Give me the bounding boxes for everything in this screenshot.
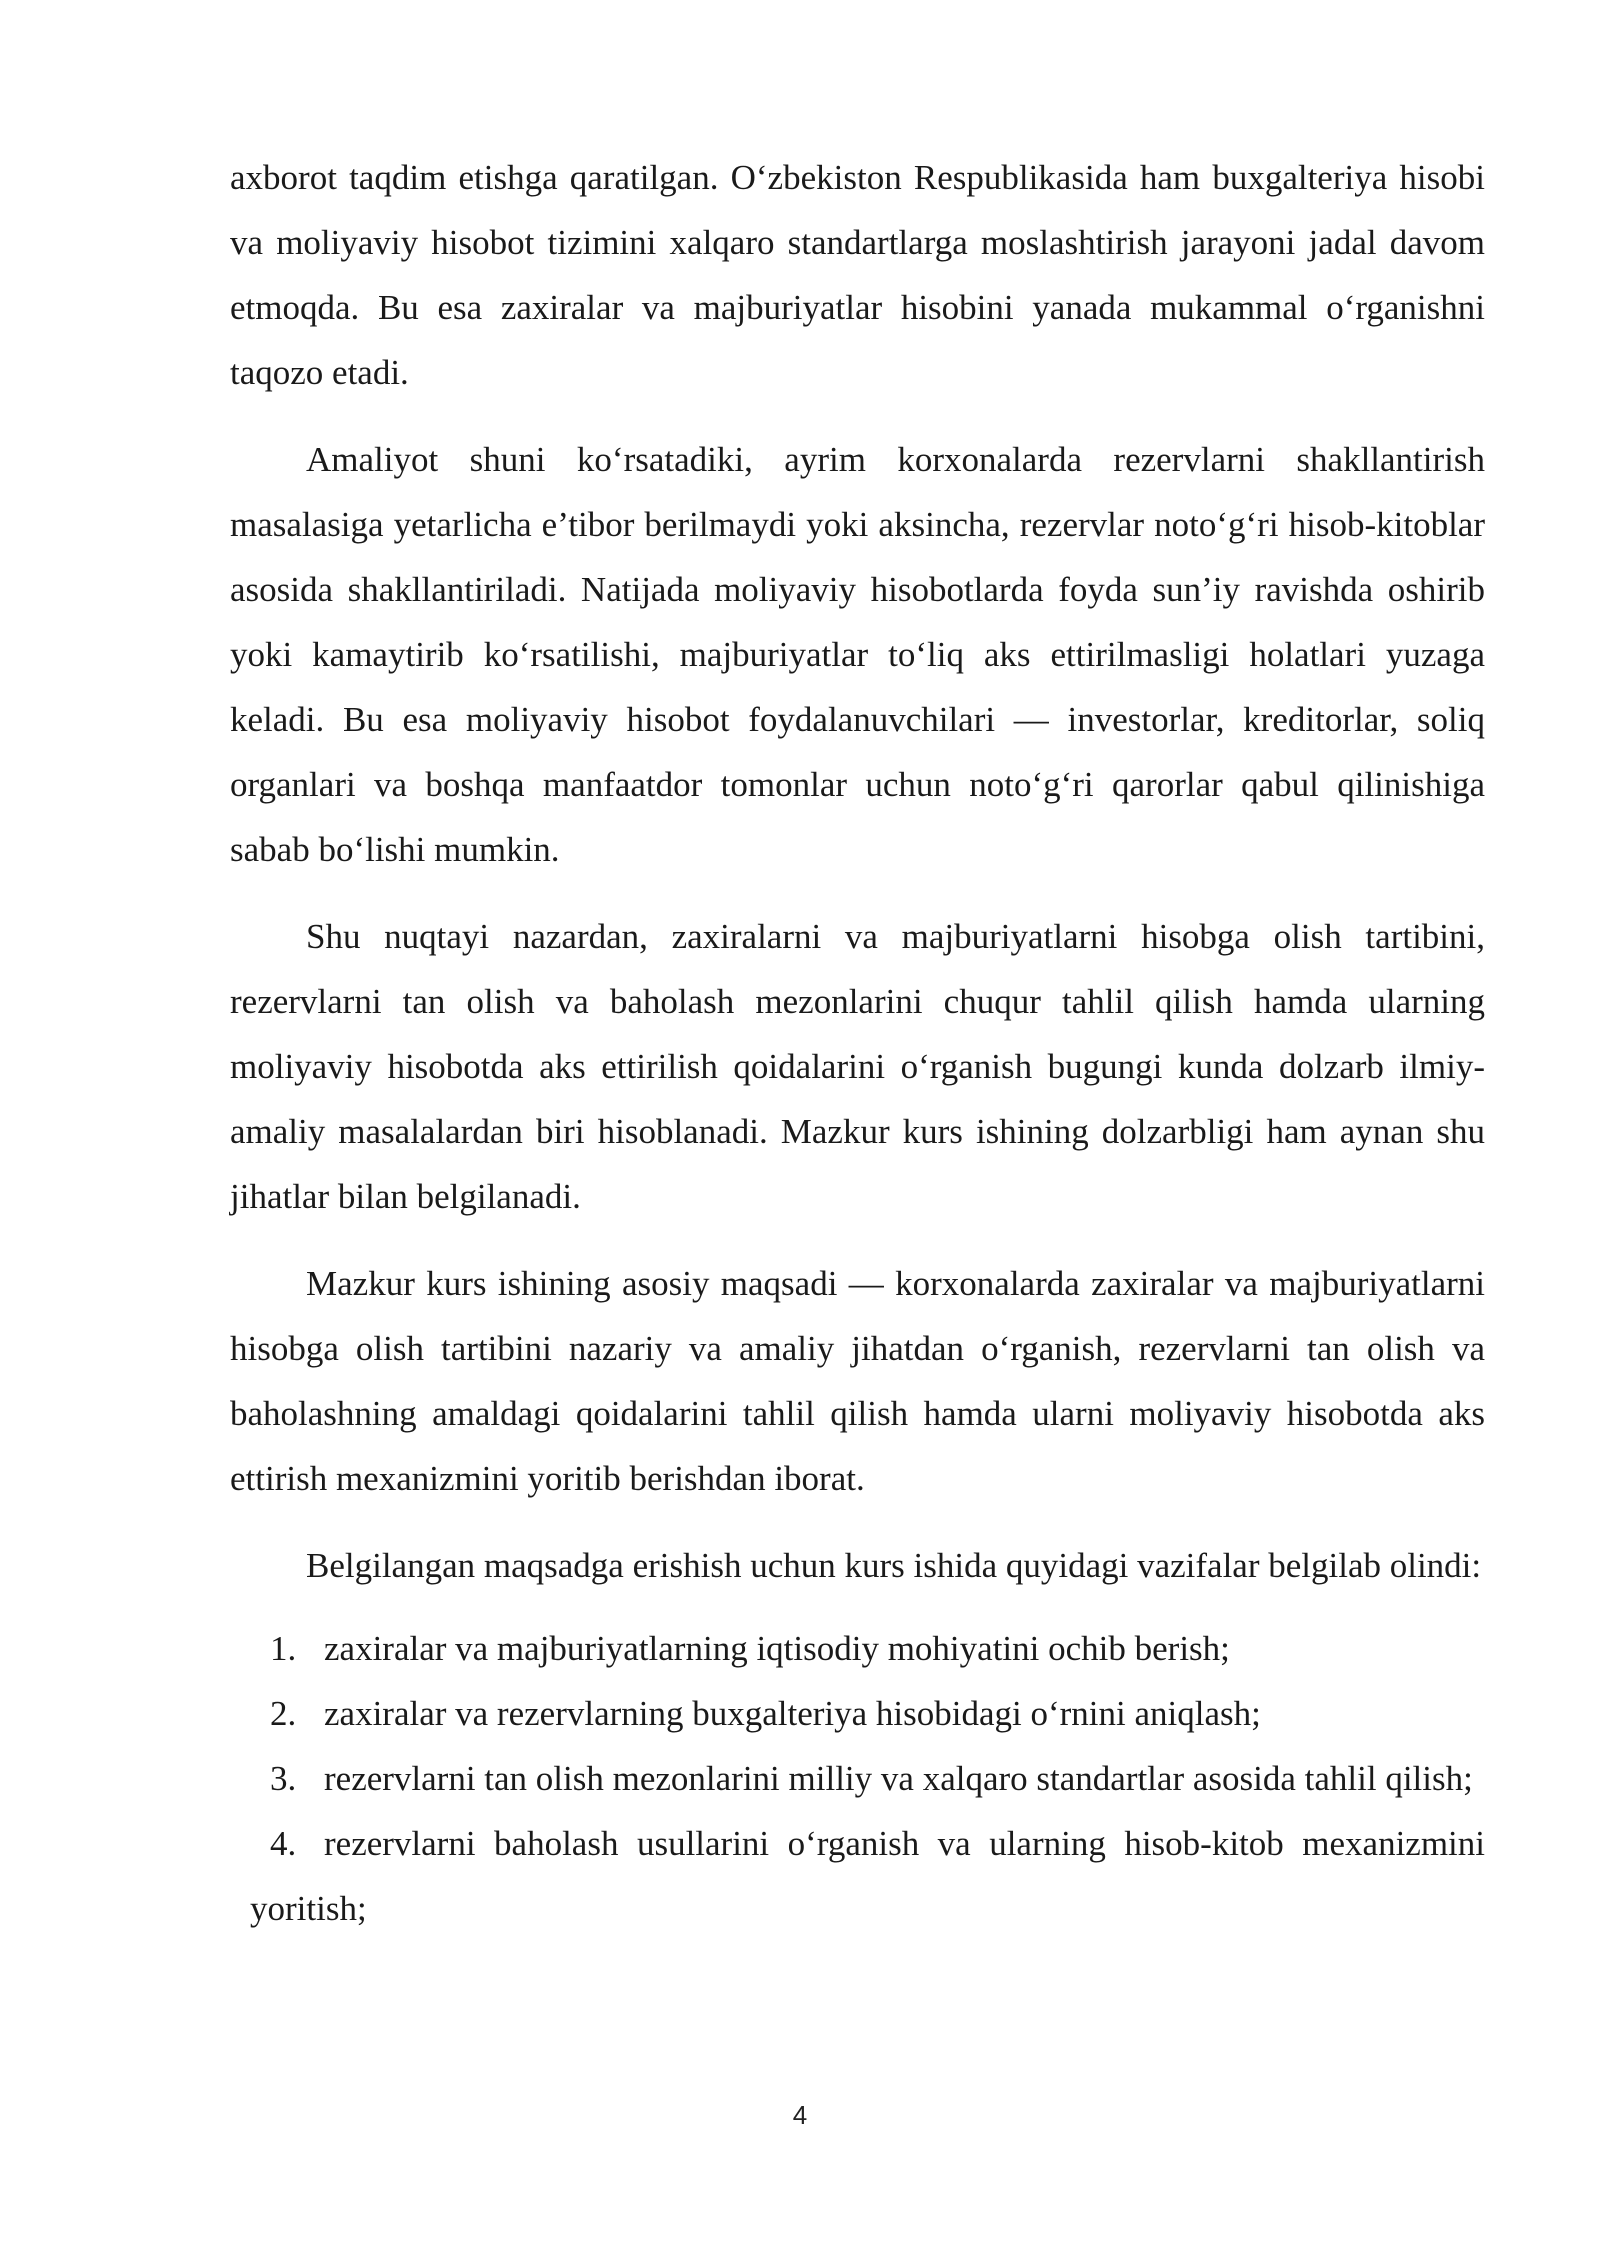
task-item-2 [230,1681,1485,1746]
paragraph-intro-continuation: axborot taqdim etishga qaratilgan. O‘zbekiston Respublikasida ham buxgalteriya hisobi va moliyaviy hisobot tizimini xalqaro standartlarga moslashtirish jarayoni jadal davom etmoqda. Bu esa zaxiralar va majburiyatlar hisobini yanada mukammal o‘rganishni taqozo etadi. [230,158,1485,392]
task-item-4 [230,1811,1485,1941]
paragraph-goal: Mazkur kurs ishining asosiy maqsadi — korxonalarda zaxiralar va majburiyatlarni hisobga olish tartibini nazariy va amaliy jihatdan o‘rganish, rezervlarni tan olish va baholashning amaldagi qoidalarini tahlil qilish hamda ularni moliyaviy hisobotda aks ettirish mexanizmini yoritib berishdan iborat. [230,1264,1485,1498]
paragraph-relevance: Shu nuqtayi nazardan, zaxiralarni va majburiyatlarni hisobga olish tartibini, rezervlarni tan olish va baholash mezonlarini chuqur tahlil qilish hamda ularning moliyaviy hisobotda aks ettirilish qoidalarini o‘rganish bugungi kunda dolzarb ilmiy-amaliy masalalardan biri hisoblanadi. Mazkur kurs ishining dolzarbligi ham aynan shu jihatlar bilan belgilanadi. [230,917,1485,1216]
task-item-3 [230,1746,1485,1811]
task-number: 1. [270,1629,297,1668]
paragraph-tasks-intro: Belgilangan maqsadga erishish uchun kurs ishida quyidagi vazifalar belgilab olindi: [306,1546,1482,1585]
page-body [230,145,1485,1941]
task-number: 3. [270,1759,297,1798]
task-text: zaxiralar va majburiyatlarning iqtisodiy mohiyatini ochib berish; [324,1629,1230,1668]
task-number: 2. [270,1694,297,1733]
task-text: rezervlarni tan olish mezonlarini milliy va xalqaro standartlar asosida tahlil qilish; [324,1759,1473,1798]
page-number: 4 [792,2100,808,2130]
paragraph-practice: Amaliyot shuni ko‘rsatadiki, ayrim korxonalarda rezervlarni shakllantirish masalasiga yetarlicha e’tibor berilmaydi yoki aksincha, rezervlar noto‘g‘ri hisob-kitoblar asosida shakllantiriladi. Natijada moliyaviy hisobotlarda foyda sun’iy ravishda oshirib yoki kamaytirib ko‘rsatilishi, majburiyatlar to‘liq aks ettirilmasligi holatlari yuzaga keladi. Bu esa moliyaviy hisobot foydalanuvchilari — investorlar, kreditorlar, soliq organlari va boshqa manfaatdor tomonlar uchun noto‘g‘ri qarorlar qabul qilinishiga sabab bo‘lishi mumkin. [230,440,1485,869]
task-item-1 [230,1616,1485,1681]
task-text: rezervlarni baholash usullarini o‘rganish va ularning hisob-kitob mexanizmini yoritish; [250,1824,1485,1928]
task-number: 4. [270,1824,297,1863]
task-text: zaxiralar va rezervlarning buxgalteriya hisobidagi o‘rnini aniqlash; [324,1694,1261,1733]
task-list [230,1616,1485,1941]
